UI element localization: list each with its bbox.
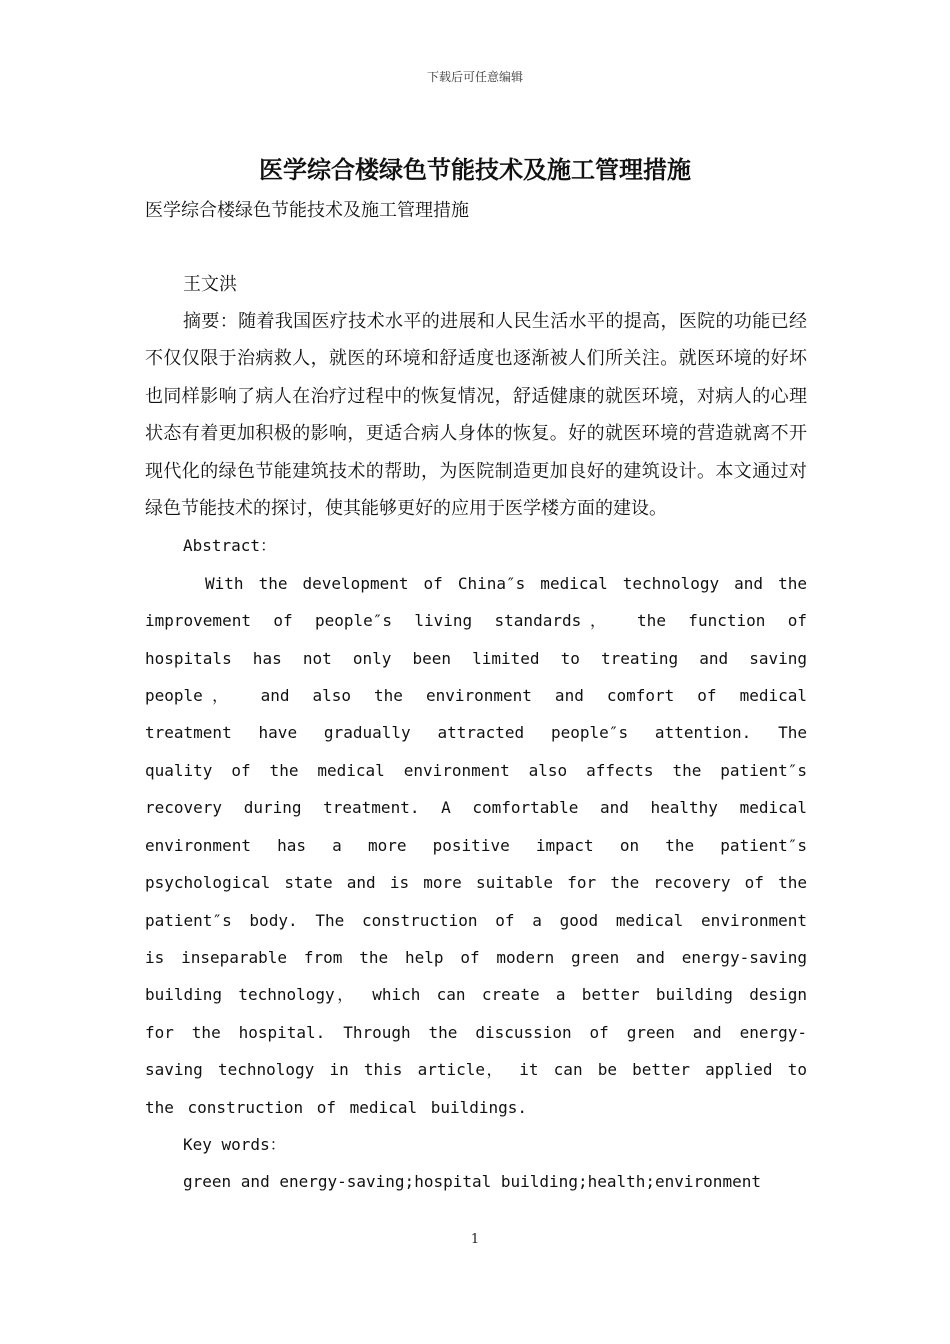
keywords-label: Key words：	[183, 1134, 286, 1154]
page-number: 1	[470, 1232, 480, 1247]
author-name: 王文洪	[183, 274, 237, 295]
english-abstract-label: Abstract：	[183, 536, 277, 556]
document-body	[145, 192, 807, 1201]
document-title: 医学综合楼绿色节能技术及施工管理措施	[259, 155, 691, 184]
chinese-abstract: 摘要：随着我国医疗技术水平的进展和人民生活水平的提高，医院的功能已经不仅仅限于治病救人，就医的环境和舒适度也逐渐被人们所关注。就医环境的好坏也同样影响了病人在治疗过程中的恢复情况，舒适健康的就医环境，对病人的心理状态有着更加积极的影响，更适合病人身体的恢复。好的就医环境的营造就离不开现代化的绿色节能建筑技术的帮助，为医院制造更加良好的建筑设计。本文通过对绿色节能技术的探讨，使其能够更好的应用于医学楼方面的建设。	[145, 311, 807, 520]
document-subtitle: 医学综合楼绿色节能技术及施工管理措施	[145, 200, 469, 221]
english-abstract: With the development of China″s medical technology and the improvement of people″s living standards， the function of hospitals has not only been limited to treating and saving people， and also the environment and comfort of medical treatment have gradually attracted people″s attention. The quality of the medical environment also affects the patient″s recovery during treatment. A comfortable and healthy medical environment has a more positive impact on the patient″s psychological state and is more suitable for the recovery of the patient″s body. The construction of a good medical environment is inseparable from the help of modern green and energy-saving building technology， which can create a better building design for the hospital. Through the discussion of green and energy-saving technology in this article， it can be better applied to the construction of medical buildings.	[145, 573, 807, 1117]
header-note: 下载后可任意编辑	[426, 70, 523, 84]
keywords-list: green and energy-saving;hospital building;health;environment	[183, 1172, 761, 1192]
